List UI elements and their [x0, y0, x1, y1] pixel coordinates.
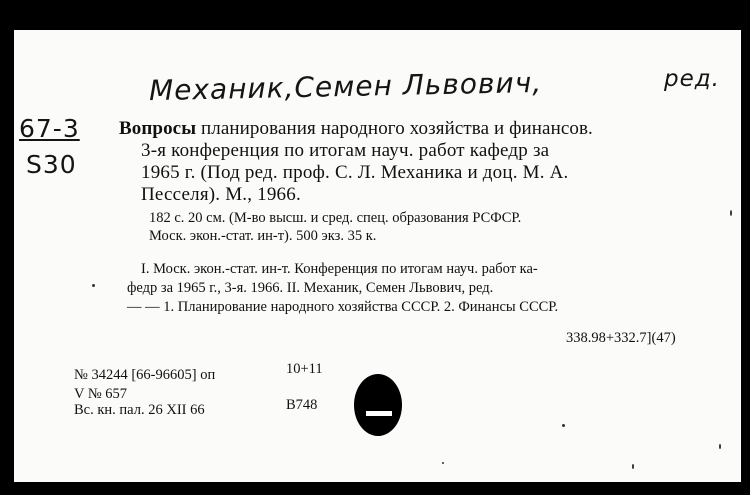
handwritten-author: Механик,Семен Львович, [148, 65, 543, 108]
scan-speck [562, 424, 565, 427]
imprint-code: В748 [286, 397, 318, 413]
scan-border-left [0, 0, 14, 495]
classification-number: 338.98+332.7](47) [566, 330, 676, 346]
scan-border-bottom [0, 482, 750, 495]
entry-line-2: 3-я конференция по итогам науч. работ кафедр за [141, 140, 550, 161]
entry-line-4: Песселя). М., 1966. [141, 184, 301, 205]
scan-speck [730, 210, 732, 216]
series-note: Моск. экон.-стат. ин-т). 500 экз. 35 к. [149, 228, 377, 244]
scan-speck [632, 464, 634, 469]
handwritten-editor-abbr: ред. [664, 66, 720, 92]
call-number-bottom: S30 [26, 150, 77, 179]
scan-speck [92, 284, 95, 287]
catalog-card [14, 30, 741, 482]
imprint-volume: V № 657 [74, 386, 128, 402]
tracing-line-3: — — 1. Планирование народного хозяйства СССР. 2. Финансы СССР. [127, 299, 559, 315]
title-line [119, 118, 593, 140]
physical-description: 182 с. 20 см. (М-во высш. и сред. спец. образования РСФСР. [149, 210, 522, 226]
scan-border-top [0, 0, 750, 30]
scan-speck [719, 444, 721, 449]
imprint-book-chamber: Вс. кн. пал. 26 XII 66 [74, 402, 205, 418]
title-bold: Вопросы [119, 118, 197, 139]
tracing-line-1: I. Моск. экон.-стат. ин-т. Конференция по итогам науч. работ ка- [141, 261, 538, 277]
punch-hole-mark [366, 411, 392, 416]
scan-border-right [741, 0, 750, 495]
tracing-line-2: федр за 1965 г., 3-я. 1966. II. Механик, Семен Львович, ред. [127, 280, 494, 296]
punch-hole [354, 374, 402, 436]
imprint-number: № 34244 [66-96605] оп [74, 367, 216, 383]
entry-line-3: 1965 г. (Под ред. проф. С. Л. Механика и доц. М. А. [141, 162, 569, 183]
title-rest: планирования народного хозяйства и финансов. [196, 118, 593, 139]
scan-speck [442, 462, 444, 464]
call-number-top: 67-3 [19, 114, 80, 143]
imprint-copies: 10+11 [286, 361, 323, 377]
